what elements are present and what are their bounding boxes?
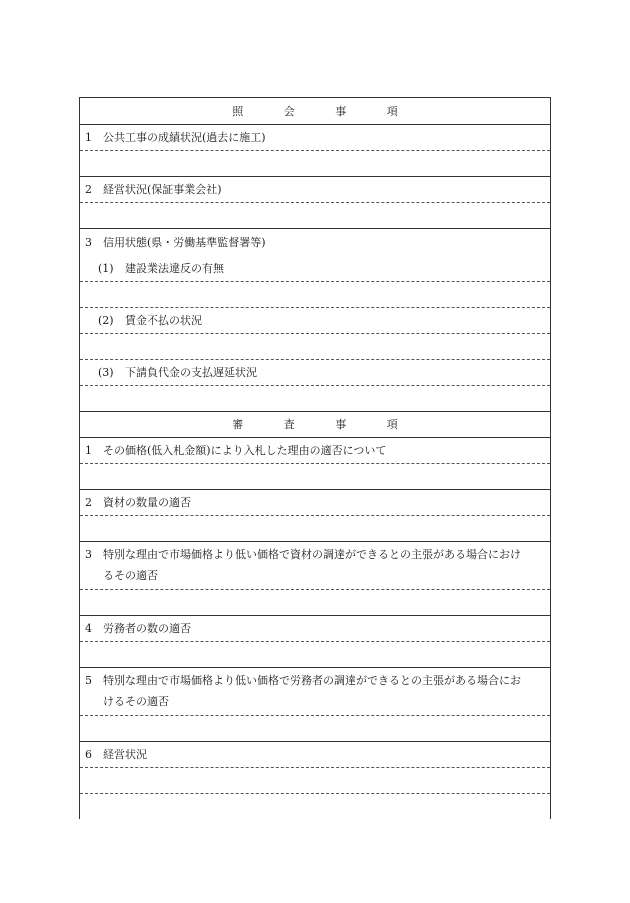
inquiry-subitem-2: (2) 賃金不払の状況	[98, 314, 202, 327]
answer-line	[80, 333, 550, 334]
review-heading-char: 査	[283, 418, 295, 431]
inquiry-item-1: 1 公共工事の成績状況(過去に施工)	[85, 131, 266, 144]
answer-line	[80, 589, 550, 590]
divider	[80, 741, 550, 742]
answer-line	[80, 202, 550, 203]
inquiry-heading-char: 項	[386, 105, 398, 118]
answer-line	[80, 385, 550, 386]
answer-line	[80, 281, 550, 282]
inquiry-subitem-3: (3) 下請負代金の支払遅延状況	[98, 366, 257, 379]
answer-line	[80, 515, 550, 516]
review-form-table	[79, 97, 551, 819]
review-heading-char: 事	[335, 418, 347, 431]
answer-line	[80, 767, 550, 768]
divider	[80, 615, 550, 616]
divider	[80, 489, 550, 490]
answer-line	[80, 715, 550, 716]
review-heading-char: 審	[232, 418, 244, 431]
review-item-3: 3 特別な理由で市場価格より低い価格で資材の調達ができるとの主張がある場合におけ	[85, 548, 521, 561]
divider	[80, 437, 550, 438]
review-item-6: 6 経営状況	[85, 748, 147, 761]
review-heading	[80, 417, 550, 433]
review-item-5-continued: けるその適否	[103, 695, 169, 708]
divider	[80, 228, 550, 229]
inquiry-subitem-1: (1) 建設業法違反の有無	[98, 262, 224, 275]
inquiry-heading	[80, 104, 550, 120]
inquiry-item-3: 3 信用状態(県・労働基準監督署等)	[85, 236, 266, 249]
answer-line	[80, 150, 550, 151]
review-item-3-continued: るその適否	[103, 569, 158, 582]
divider	[80, 667, 550, 668]
review-heading-char: 項	[386, 418, 398, 431]
inquiry-heading-char: 会	[283, 105, 295, 118]
inquiry-item-2: 2 経営状況(保証事業会社)	[85, 183, 222, 196]
inquiry-heading-char: 照	[232, 105, 244, 118]
divider	[80, 176, 550, 177]
answer-line	[80, 307, 550, 308]
answer-line	[80, 463, 550, 464]
answer-line	[80, 793, 550, 794]
divider	[80, 541, 550, 542]
review-item-5: 5 特別な理由で市場価格より低い価格で労務者の調達ができるとの主張がある場合にお	[85, 674, 521, 687]
answer-line	[80, 641, 550, 642]
answer-line	[80, 359, 550, 360]
inquiry-heading-char: 事	[335, 105, 347, 118]
review-item-1: 1 その価格(低入札金額)により入札した理由の適否について	[85, 444, 387, 457]
review-item-2: 2 資材の数量の適否	[85, 496, 191, 509]
review-item-4: 4 労務者の数の適否	[85, 622, 191, 635]
divider	[80, 124, 550, 125]
divider	[80, 411, 550, 412]
